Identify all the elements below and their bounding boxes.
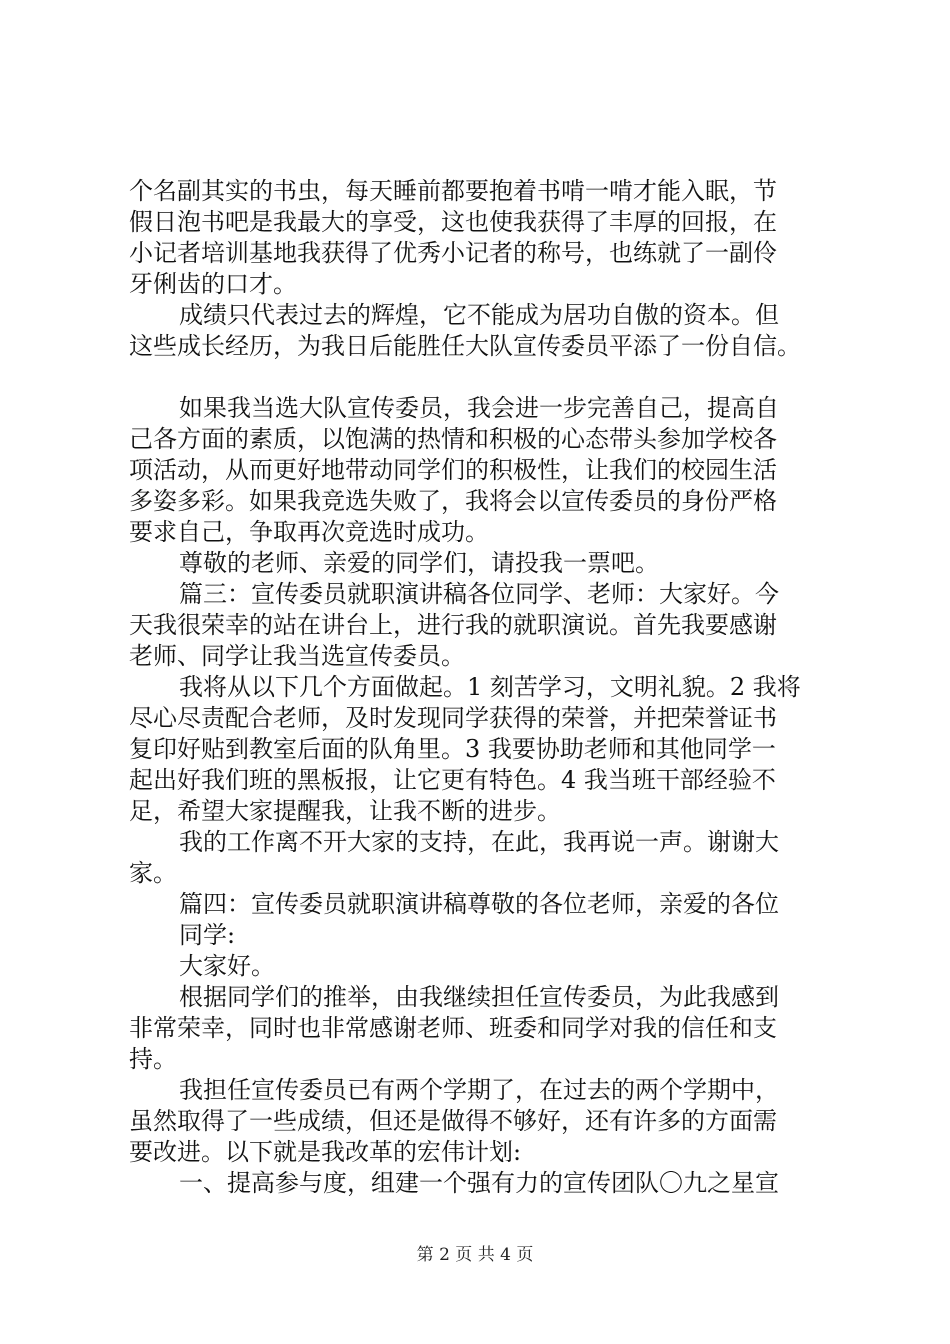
page-footer: 第 2 页 共 4 页: [416, 1245, 534, 1265]
text-line: 假日泡书吧是我最大的享受，这也使我获得了丰厚的回报，在: [129, 208, 777, 236]
text-line: 一、提高参与度，组建一个强有力的宣传团队〇九之星宣: [179, 1169, 779, 1197]
text-line: 我担任宣传委员已有两个学期了，在过去的两个学期中，: [179, 1076, 779, 1104]
text-line: 足，希望大家提醒我，让我不断的进步。: [129, 797, 561, 825]
text-line: 要改进。以下就是我改革的宏伟计划:: [129, 1138, 522, 1166]
text-line: 根据同学们的推举，由我继续担任宣传委员，为此我感到: [179, 983, 779, 1011]
text-line: 己各方面的素质，以饱满的热情和积极的心态带头参加学校各: [129, 425, 777, 453]
text-line: 大家好。: [179, 952, 275, 980]
text-line: 家。: [129, 859, 177, 887]
text-line: 项活动，从而更好地带动同学们的积极性，让我们的校园生活: [129, 456, 777, 484]
text-line: 如果我当选大队宣传委员，我会进一步完善自己，提高自: [179, 394, 779, 422]
text-line: 起出好我们班的黑板报，让它更有特色。4 我当班干部经验不: [129, 766, 776, 794]
text-line: 多姿多彩。如果我竞选失败了，我将会以宣传委员的身份严格: [129, 487, 777, 515]
text-line: 复印好贴到教室后面的队角里。3 我要协助老师和其他同学一: [129, 735, 776, 763]
text-line: 持。: [129, 1045, 177, 1073]
text-line: 非常荣幸，同时也非常感谢老师、班委和同学对我的信任和支: [129, 1014, 777, 1042]
text-line: 我将从以下几个方面做起。1 刻苦学习，文明礼貌。2 我将: [179, 673, 801, 701]
text-line: 这些成长经历，为我日后能胜任大队宣传委员平添了一份自信。: [129, 332, 801, 360]
text-line: 小记者培训基地我获得了优秀小记者的称号，也练就了一副伶: [129, 239, 777, 267]
text-line: 老师、同学让我当选宣传委员。: [129, 642, 465, 670]
text-line: 要求自己，争取再次竞选时成功。: [129, 518, 489, 546]
text-line: 篇三：宣传委员就职演讲稿各位同学、老师：大家好。今: [179, 580, 779, 608]
text-line: 篇四：宣传委员就职演讲稿尊敬的各位老师，亲爱的各位: [179, 890, 779, 918]
text-line: 我的工作离不开大家的支持，在此，我再说一声。谢谢大: [179, 828, 779, 856]
text-line: 同学:: [179, 921, 236, 949]
text-line: 成绩只代表过去的辉煌，它不能成为居功自傲的资本。但: [179, 301, 779, 329]
text-line: 尊敬的老师、亲爱的同学们，请投我一票吧。: [179, 549, 659, 577]
text-line: 尽心尽责配合老师，及时发现同学获得的荣誉，并把荣誉证书: [129, 704, 777, 732]
paragraph-gap: [129, 362, 849, 393]
text-line: 个名副其实的书虫，每天睡前都要抱着书啃一啃才能入眠，节: [129, 177, 777, 205]
text-line: 虽然取得了一些成绩，但还是做得不够好，还有许多的方面需: [129, 1107, 777, 1135]
document-body: [129, 176, 849, 1199]
text-line: 天我很荣幸的站在讲台上，进行我的就职演说。首先我要感谢: [129, 611, 777, 639]
text-line: 牙俐齿的口才。: [129, 270, 297, 298]
